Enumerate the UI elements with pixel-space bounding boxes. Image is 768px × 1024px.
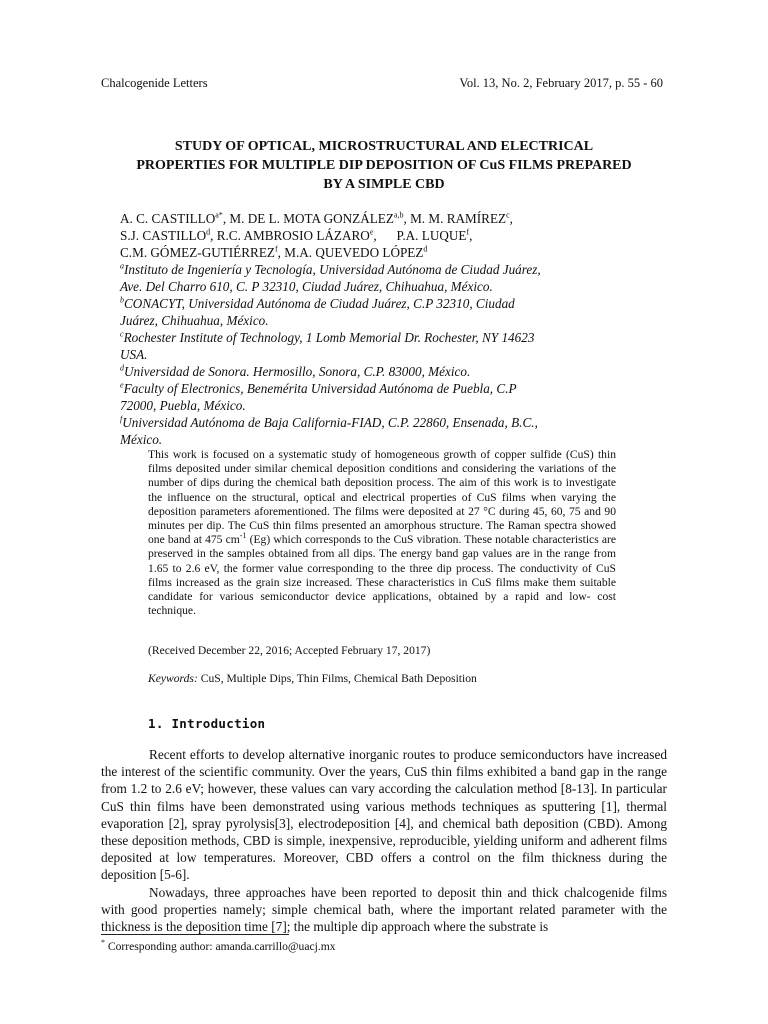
footnote-text: Corresponding author: amanda.carrillo@uacj.mx [105,940,336,953]
affiliation-list [120,261,680,448]
affiliation-text: Juárez, Chihuahua, México. [120,313,269,328]
affiliation-text: Instituto de Ingeniería y Tecnología, Universidad Autónoma de Ciudad Juárez, [124,262,541,277]
affiliation-text: Faculty of Electronics, Benemérita Universidad Autónoma de Puebla, C.P [123,381,517,396]
keywords [148,672,477,685]
section-heading: 1. Introduction [148,716,266,731]
keywords-label: Keywords: [148,672,198,685]
affiliation-sup: c [120,329,124,339]
author-name: , M. DE L. MOTA GONZÁLEZ [222,211,394,226]
received-dates: (Received December 22, 2016; Accepted February 17, 2017) [148,644,431,657]
author-name: A. C. CASTILLO [120,211,216,226]
affiliation-line [120,312,680,329]
paper-title [100,137,668,194]
author-line [120,227,680,244]
abstract [148,448,616,618]
author-line [120,244,680,261]
volume-info: Vol. 13, No. 2, February 2017, p. 55 - 60 [459,76,663,90]
affiliation-line [120,295,680,312]
footnote-divider [101,934,289,935]
body-text [101,746,667,935]
journal-name: Chalcogenide Letters [101,76,208,90]
footnote-mark: * [101,938,105,948]
abstract-sup: -1 [239,531,247,541]
title-line: STUDY OF OPTICAL, MICROSTRUCTURAL AND ELECTRICAL [174,139,594,154]
affiliation-line [120,261,680,278]
author-sup: a,b [393,210,404,220]
paragraph: Nowadays, three approaches have been reported to deposit thin and thick chalcogenide films with good properties namely; simple chemical bath, where the important related parameter with the thickness is the deposition time [7]; the multiple dip approach where the substrate is [101,884,667,935]
affiliation-sup: f [120,414,123,424]
paragraph: Recent efforts to develop alternative inorganic routes to produce semiconductors have increased the interest of the scientific community. Over the years, CuS thin films exhibited a band gap in the range from 1.2 to 2.6 eV; however, these values can vary according the calculation method [8-13]. In particular CuS thin films have been demonstrated using various methods techniques as sputtering [1], thermal evaporation [2], spray pyrolysis[3], electrodeposition [4], and chemical bath deposition (CBD). Among these deposition methods, CBD is simple, inexpensive, reproducible, yielding uniform and adherent films deposited at low temperatures. Moreover, CBD offers a control on the film thickness during the deposition [5-6]. [101,747,667,883]
author-sup: d [206,227,211,237]
affiliation-sup: d [120,363,124,373]
author-name: C.M. GÓMEZ-GUTIÉRREZ [120,245,275,260]
affiliation-text: México. [120,432,163,447]
affiliation-line [120,380,680,397]
author-name: S.J. CASTILLO [120,228,207,243]
affiliation-line [120,431,680,448]
affiliation-text: Universidad de Sonora. Hermosillo, Sonora, C.P. 83000, México. [124,364,471,379]
affiliation-sup: e [120,380,124,390]
affiliation-sup: a [120,261,124,271]
affiliation-sup: b [120,295,124,305]
footnote [101,940,336,953]
author-sup: f [466,227,470,237]
affiliation-text: 72000, Puebla, México. [120,398,246,413]
affiliation-line [120,329,680,346]
title-line: BY A SIMPLE CBD [323,177,445,192]
author-block [120,210,680,448]
author-separator: , [509,211,513,226]
author-sup: a* [215,210,223,220]
title-line: PROPERTIES FOR MULTIPLE DIP DEPOSITION OF CuS FILMS PREPARED [136,158,632,173]
abstract-text: This work is focused on a systematic study of homogeneous growth of copper sulfide (CuS) thin films deposited under similar chemical deposition conditions and considering the variations of the number of dips during the chemical bath deposition process. The aim of this work is to investigate the influence on the structural, optical and electrical properties of CuS films when varying the deposition parameters aforementioned. The films were deposited at 27 °C during 45, 60, 75 and 90 minutes per dip. The CuS thin films presented an amorphous structure. The Raman spectra showed one band at 475 cm [148,448,616,547]
affiliation-text: Rochester Institute of Technology, 1 Lomb Memorial Dr. Rochester, NY 14623 [123,330,535,345]
author-sup: e [369,227,374,237]
keywords-text: CuS, Multiple Dips, Thin Films, Chemical Bath Deposition [197,672,477,685]
abstract-text: (Eg) which corresponds to the CuS vibration. These notable characteristics are preserved in the samples obtained from all dips. The energy band gap values are in the range from 1.65 to 2.6 eV, the former value corresponding to the three dip process. The conductivity of CuS films increased as the grain size increased. These characteristics in CuS films make them suitable candidate for various semiconductor device applications, obtained by a rapid and low- cost technique. [148,533,617,618]
affiliation-text: Ave. Del Charro 610, C. P 32310, Ciudad Juárez, Chihuahua, México. [120,279,493,294]
author-name: , P.A. LUQUE [373,228,467,243]
author-name: , M.A. QUEVEDO LÓPEZ [277,245,424,260]
author-name: , R.C. AMBROSIO LÁZARO [210,228,370,243]
author-sup: f [274,244,278,254]
affiliation-text: Universidad Autónoma de Baja California-FIAD, C.P. 22860, Ensenada, B.C., [122,415,538,430]
author-name: , M. M. RAMÍREZ [403,211,507,226]
author-sup: d [423,244,428,254]
author-separator: , [469,228,473,243]
author-sup: c [506,210,510,220]
affiliation-line [120,397,680,414]
author-line [120,210,680,227]
affiliation-line [120,363,680,380]
affiliation-line [120,278,680,295]
affiliation-line [120,414,680,431]
affiliation-text: USA. [120,347,148,362]
affiliation-line [120,346,680,363]
affiliation-text: CONACYT, Universidad Autónoma de Ciudad Juárez, C.P 32310, Ciudad [124,296,515,311]
